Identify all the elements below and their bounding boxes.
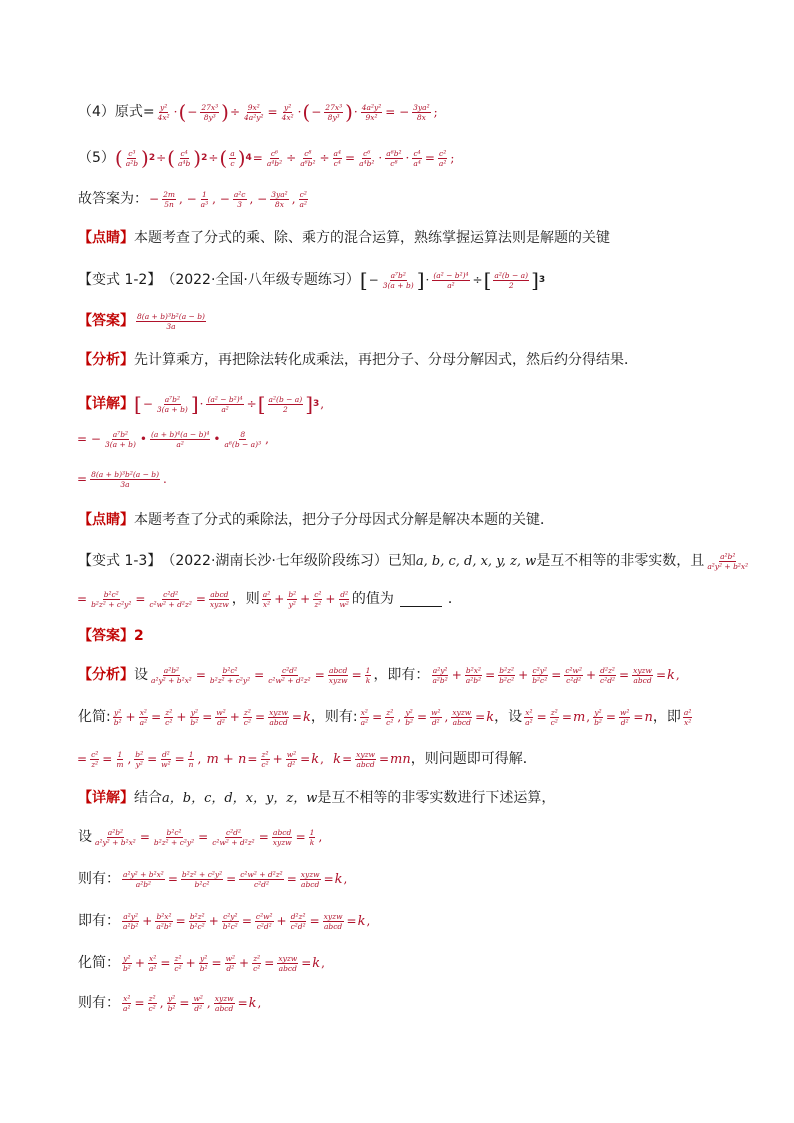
detail-text: 则有：	[78, 871, 120, 888]
analysis-text: ，则问题即可得解．	[410, 751, 537, 768]
remark-1	[0, 230, 794, 247]
detail-1-2-step-3: = $\frac{\text{8(a + b)³b²(a − b)}}{3a}$ .	[77, 470, 167, 489]
remark-text: 本题考查了分式的乘除法，把分子分母因式分解是解决本题的关键．	[134, 512, 554, 528]
question-text: 的值为	[351, 591, 394, 608]
detail-1-3	[0, 790, 794, 807]
detail-1-3-step-2: 则有： $\frac{\text{a²y² + b²x²}}{\text{a²b²}}$ = $\frac{\text{b²z² + c²y²}}{\text{b²c²}}$ = $\frac{\text{c²w² + d²z²}}{\text{c²d²}}$ = $\frac{\text{xyzw}}{\text{abcd}}$ = k ,	[78, 870, 348, 889]
detail-text: 则有：	[78, 995, 120, 1012]
answer-1-3	[0, 628, 794, 645]
detail-text: 化简：	[78, 955, 120, 972]
solution-5: （5） ( $\frac{\text{c³}}{\text{a²b}}$ ) 2 ÷ ( $\frac{\text{c⁴}}{\text{a⁴b}}$ ) 2 ÷ ( $\frac{a}{c}$ ) 4 = $\frac{\text{c⁶}}{\text{a⁴b²}}$ ÷ $\frac{\text{c⁸}}{\text{a⁶b²}}$ ÷ $\frac{\text{a⁴}}{\text{c⁴}}$ = $\frac{\text{c⁶}}{\text{a⁴b²}}$ · $\frac{\text{a⁶b²}}{\text{c⁸}}$ · $\frac{\text{c⁴}}{\text{a⁴}}$ = $\frac{\text{c²}}{\text{a²}}$ ;	[78, 146, 455, 170]
analysis-text: ，则有:	[310, 709, 358, 726]
answer-1-2: 【答案】 $\frac{\text{8(a + b)³b²(a − b)}}{3a}$	[78, 312, 205, 331]
remark-tag: 【点睛】	[78, 512, 134, 528]
analysis-1-3-line-2: 化简: $\frac{\text{y²}}{\text{b²}}$ + $\frac{\text{x²}}{\text{a²}}$ = $\frac{\text{z²}}{\text{c²}}$ + $\frac{\text{y²}}{\text{b²}}$ = $\frac{\text{w²}}{\text{d²}}$ + $\frac{\text{z²}}{\text{c²}}$ = $\frac{\text{xyzw}}{\text{abcd}}$ = k ，则有: $\frac{\text{x²}}{\text{a²}}$ = $\frac{\text{z²}}{\text{c²}}$ , $\frac{\text{y²}}{\text{b²}}$ = $\frac{\text{w²}}{\text{d²}}$ , $\frac{\text{xyzw}}{\text{abcd}}$ = k ，设 $\frac{\text{x²}}{\text{a²}}$ = $\frac{\text{z²}}{\text{c²}}$ = m , $\frac{\text{y²}}{\text{b²}}$ = $\frac{\text{w²}}{\text{d²}}$ = n ，即 $\frac{\text{a²}}{\text{x²}}$	[78, 708, 692, 727]
variant-source: （2022·湖南长沙·七年级阶段练习）	[161, 553, 388, 570]
analysis-text: 先计算乘方，再把除法转化成乘法，再把分子、分母分解因式，然后约分得结果．	[134, 352, 638, 368]
variable-list: a，b，c，d，x，y，z，w	[162, 790, 318, 806]
analysis-text: 化简:	[78, 709, 111, 726]
analysis-text: 设	[134, 667, 148, 684]
analysis-tag: 【分析】	[78, 352, 134, 368]
question-text: ．	[447, 591, 462, 608]
detail-text: 结合	[134, 790, 162, 806]
analysis-text: ，即有：	[373, 667, 430, 684]
question-text: 是互不相等的非零实数，且	[536, 553, 705, 570]
variant-1-2-question: 【变式 1-2】 （2022·全国·八年级专题练习） [ − $\frac{\text{a⁷b²}}{3(a + b)}$ ] · $\frac{\text{(a² − b²)⁴}}{\text{a²}}$ ÷ [ $\frac{\text{a²(b − a)}}{2}$ ] 3	[78, 268, 546, 292]
detail-1-3-step-5: 则有： $\frac{\text{x²}}{\text{a²}}$ = $\frac{\text{z²}}{\text{c²}}$ , $\frac{\text{y²}}{\text{b²}}$ = $\frac{\text{w²}}{\text{d²}}$ , $\frac{\text{xyzw}}{\text{abcd}}$ = k ,	[78, 994, 262, 1013]
variant-1-3-question-cont: = $\frac{\text{b²c²}}{\text{b²z² + c²y²}}$ = $\frac{\text{c²d²}}{\text{c²w² + d²z²}}$ = $\frac{\text{abcd}}{\text{xyzw}}$ ，则 $\frac{\text{a²}}{\text{x²}}$ + $\frac{\text{b²}}{\text{y²}}$ + $\frac{\text{c²}}{\text{z²}}$ + $\frac{\text{d²}}{\text{w²}}$ 的值为 ．	[77, 590, 462, 609]
detail-1-2-step-2: = − $\frac{\text{a⁷b²}}{3(a + b)}$ • $\frac{\text{(a + b)⁴(a − b)⁴}}{\text{a²}}$ • $\frac{8}{\text{a⁶(b − a)³}}$ ,	[77, 430, 269, 449]
detail-text: 是互不相等的非零实数进行下述运算，	[317, 790, 556, 806]
analysis-text: ，设	[494, 709, 523, 726]
answer-value: 2	[134, 628, 144, 644]
remark-text: 本题考查了分式的乘、除、乘方的混合运算，熟练掌握运算法则是解题的关键	[134, 230, 610, 246]
analysis-text: ，即	[652, 709, 681, 726]
part-5-label: （5）	[78, 149, 115, 166]
answers-label: 故答案为：	[78, 191, 148, 208]
detail-text: 设	[78, 829, 92, 846]
detail-tag: 【详解】	[78, 790, 134, 806]
analysis-1-3: 【分析】 设 $\frac{\text{a²b²}}{\text{a²y² + b²x²}}$ = $\frac{\text{b²c²}}{\text{b²z² + c²y²}}$ = $\frac{\text{c²d²}}{\text{c²w² + d²z²}}$ = $\frac{\text{abcd}}{\text{xyzw}}$ = $\frac{1}{k}$ ，即有： $\frac{\text{a²y²}}{\text{a²b²}}$ + $\frac{\text{b²x²}}{\text{a²b²}}$ = $\frac{\text{b²z²}}{\text{b²c²}}$ + $\frac{\text{c²y²}}{\text{b²c²}}$ = $\frac{\text{c²w²}}{\text{c²d²}}$ + $\frac{\text{d²z²}}{\text{c²d²}}$ = $\frac{\text{xyzw}}{\text{abcd}}$ = k ,	[78, 666, 680, 685]
analysis-1-2	[0, 352, 794, 369]
detail-tag: 【详解】	[78, 395, 134, 412]
question-text: 已知	[387, 553, 416, 570]
variant-tag: 【变式 1-3】	[78, 553, 162, 570]
detail-1-3-step-4: 化简： $\frac{\text{y²}}{\text{b²}}$ + $\frac{\text{x²}}{\text{a²}}$ = $\frac{\text{z²}}{\text{c²}}$ + $\frac{\text{y²}}{\text{b²}}$ = $\frac{\text{w²}}{\text{d²}}$ + $\frac{\text{z²}}{\text{c²}}$ = $\frac{\text{xyzw}}{\text{abcd}}$ = k ,	[78, 954, 325, 973]
remark-2	[0, 512, 794, 529]
variant-1-3-question: 【变式 1-3】 （2022·湖南长沙·七年级阶段练习） 已知 a, b, c, d, x, y, z, w 是互不相等的非零实数，且 $\frac{\text{a²b²}}{\text{a²y² + b²x²}}$	[78, 552, 749, 571]
analysis-1-3-line-3: = $\frac{\text{c²}}{\text{z²}}$ = $\frac{1}{m}$ , $\frac{\text{b²}}{\text{y²}}$ = $\frac{\text{d²}}{\text{w²}}$ = $\frac{1}{n}$ , m + n = $\frac{\text{z²}}{\text{c²}}$ + $\frac{\text{w²}}{\text{d²}}$ = k , k = $\frac{\text{xyzw}}{\text{abcd}}$ = mn ，则问题即可得解．	[77, 750, 537, 769]
variant-source: （2022·全国·八年级专题练习）	[161, 271, 360, 288]
analysis-tag: 【分析】	[78, 667, 134, 684]
variant-tag: 【变式 1-2】	[78, 271, 162, 288]
solution-4: （4）原式= $\frac{\text{y²}}{\text{4x²}}$ · ( − $\frac{\text{27x³}}{\text{8y³}}$ ) ÷ $\frac{\text{9x²}}{\text{4a²y²}}$ = $\frac{\text{y²}}{\text{4x²}}$ · ( − $\frac{\text{27x³}}{\text{8y³}}$ ) · $\frac{\text{4a²y²}}{\text{9x²}}$ = − $\frac{\text{3ya²}}{8x}$ ;	[78, 100, 438, 124]
detail-1-3-step-3: 即有： $\frac{\text{a²y²}}{\text{a²b²}}$ + $\frac{\text{b²x²}}{\text{a²b²}}$ = $\frac{\text{b²z²}}{\text{b²c²}}$ + $\frac{\text{c²y²}}{\text{b²c²}}$ = $\frac{\text{c²w²}}{\text{c²d²}}$ + $\frac{\text{d²z²}}{\text{c²d²}}$ = $\frac{\text{xyzw}}{\text{abcd}}$ = k ,	[78, 912, 371, 931]
variable-list: a, b, c, d, x, y, z, w	[415, 553, 537, 569]
answers-summary: 故答案为： − $\frac{2m}{5n}$ , − $\frac{1}{\text{a³}}$ , − $\frac{\text{a²c}}{3}$ , − $\frac{\text{3ya²}}{8x}$ , $\frac{\text{c²}}{\text{a²}}$	[78, 190, 307, 209]
detail-text: 即有：	[78, 913, 120, 930]
part-4-label: （4）原式=	[78, 103, 155, 120]
detail-1-3-step-1: 设 $\frac{\text{a²b²}}{\text{a²y² + b²x²}}$ = $\frac{\text{b²c²}}{\text{b²z² + c²y²}}$ = $\frac{\text{c²d²}}{\text{c²w² + d²z²}}$ = $\frac{\text{abcd}}{\text{xyzw}}$ = $\frac{1}{k}$ ,	[78, 828, 323, 847]
remark-tag: 【点睛】	[78, 230, 134, 246]
question-text: ，则	[231, 591, 260, 608]
answer-blank	[400, 592, 442, 607]
answer-tag: 【答案】	[78, 628, 134, 644]
detail-1-2: 【详解】 [ − $\frac{\text{a⁷b²}}{3(a + b)}$ ] · $\frac{\text{(a² − b²)⁴}}{\text{a²}}$ ÷ [ $\frac{\text{a²(b − a)}}{2}$ ] 3 ,	[78, 392, 325, 416]
answer-tag: 【答案】	[78, 313, 134, 330]
